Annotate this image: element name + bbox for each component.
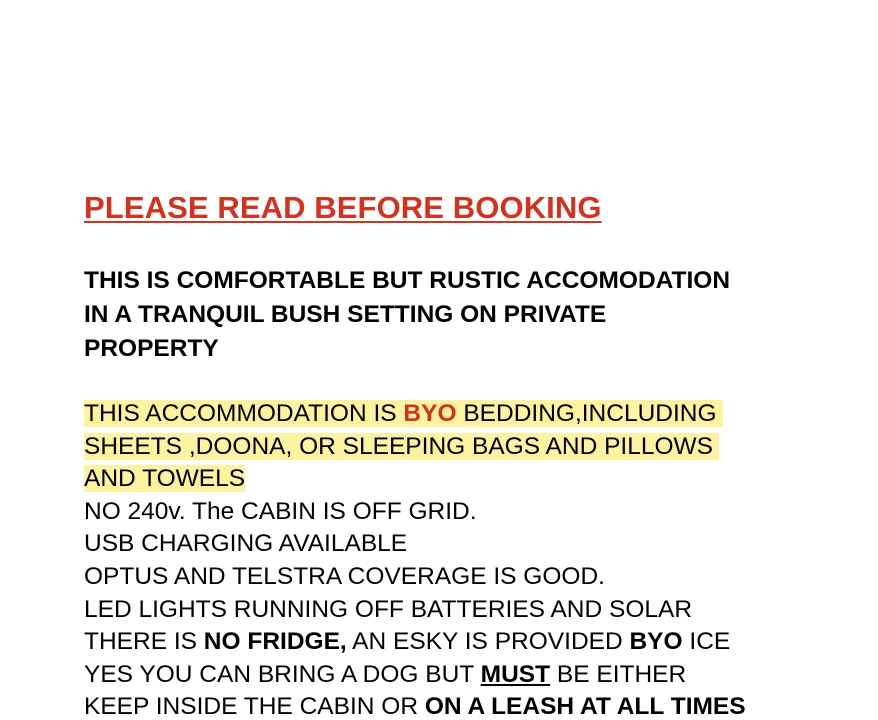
dog-text: YES YOU CAN BRING A DOG BUT [84, 660, 481, 688]
dog-line [84, 659, 864, 692]
highlight [84, 400, 723, 427]
leash-emphasis: ON A LEASH AT ALL TIMES [424, 693, 746, 720]
details-list [84, 398, 864, 720]
bedding-line-3 [84, 463, 864, 496]
fridge-text: ICE [682, 628, 731, 656]
coverage-line: OPTUS AND TELSTRA COVERAGE IS GOOD. [84, 562, 605, 590]
intro-line: IN A TRANQUIL BUSH SETTING ON PRIVATE [84, 301, 607, 328]
bedding-line-1 [84, 398, 864, 431]
usb-line: USB CHARGING AVAILABLE [84, 530, 408, 558]
lights-line: LED LIGHTS RUNNING OFF BATTERIES AND SOLAR [84, 595, 693, 623]
dog-text: BE EITHER [550, 660, 687, 688]
byo-emphasis: BYO [403, 400, 457, 427]
must-emphasis: MUST [480, 660, 551, 688]
leash-text: KEEP INSIDE THE CABIN OR [84, 693, 425, 720]
intro-paragraph [84, 264, 844, 366]
intro-line: THIS IS COMFORTABLE BUT RUSTIC ACCOMODATION [84, 267, 731, 294]
byo-ice-emphasis: BYO [629, 628, 683, 656]
highlight: AND TOWELS [84, 465, 246, 493]
fridge-text: THERE IS [84, 628, 204, 656]
intro-line: PROPERTY [84, 335, 219, 362]
bedding-text: BEDDING,INCLUDING [456, 400, 717, 427]
bedding-line-2 [84, 431, 864, 464]
bedding-text: THIS ACCOMMODATION IS [84, 400, 404, 427]
highlight: SHEETS ,DOONA, OR SLEEPING BAGS AND PILLOWS [84, 433, 719, 460]
no-fridge-emphasis: NO FRIDGE, [203, 628, 347, 656]
fridge-line [84, 626, 864, 659]
leash-line [84, 691, 864, 720]
power-line: NO 240v. The CABIN IS OFF GRID. [84, 497, 477, 525]
page-title: PLEASE READ BEFORE BOOKING [84, 190, 602, 225]
fridge-text: AN ESKY IS PROVIDED [346, 628, 630, 656]
